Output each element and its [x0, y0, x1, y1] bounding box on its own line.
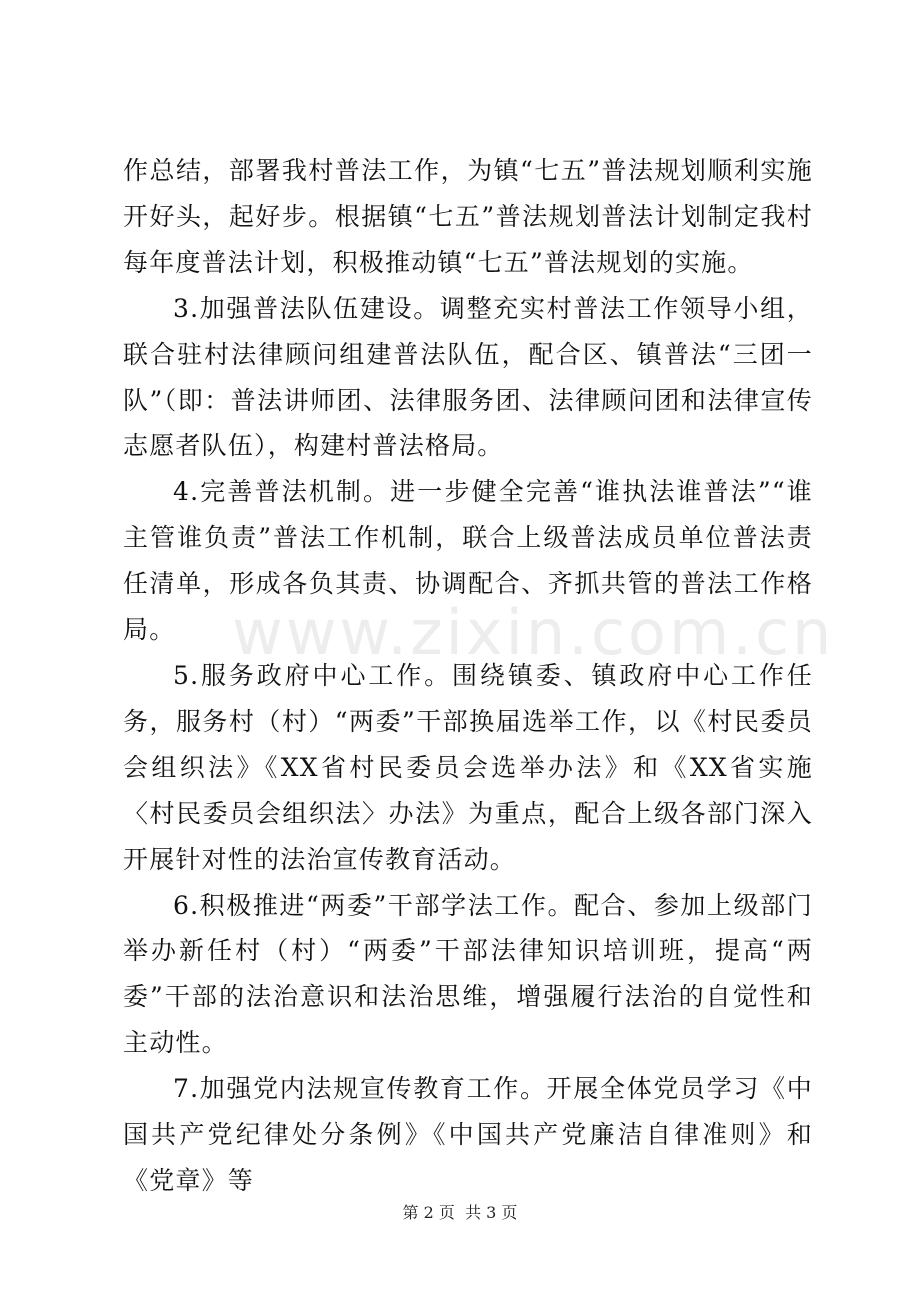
- paragraph-item-5: 5.服务政府中心工作。围绕镇委、镇政府中心工作任务，服务村（村）“两委”干部换届选举工作，以《村民委员会组织法》《XX省村民委员会选举办法》和《XX省实施〈村民委员会组织法〉办法》为重点，配合上级各部门深入开展针对性的法治宣传教育活动。: [123, 660, 813, 874]
- paragraph-item-7: 7.加强党内法规宣传教育工作。开展全体党员学习《中国共产党纪律处分条例》《中国共产党廉洁自律准则》和《党章》等: [123, 1074, 813, 1195]
- paragraph-item-3: 3.加强普法队伍建设。调整充实村普法工作领导小组，联合驻村法律顾问组建普法队伍，配合区、镇普法“三团一队”（即：普法讲师团、法律服务团、法律顾问团和法律宣传志愿者队伍），构建村普法格局。: [123, 293, 813, 461]
- paragraph-item-6: 6.积极推进“两委”干部学法工作。配合、参加上级部门举办新任村（村）“两委”干部法律知识培训班，提高“两委”干部的法治意识和法治思维，增强履行法治的自觉性和主动性。: [123, 890, 813, 1058]
- watermark: www.zixin.com.cn: [232, 596, 835, 669]
- paragraph-item-4: 4.完善普法机制。进一步健全完善“谁执法谁普法”“谁主管谁负责”普法工作机制，联合上级普法成员单位普法责任清单，形成各负其责、协调配合、齐抓共管的普法工作格局。: [123, 477, 813, 645]
- paragraph-continued: 作总结，部署我村普法工作，为镇“七五”普法规划顺利实施开好头，起好步。根据镇“七五”普法规划普法计划制定我村每年度普法计划，积极推动镇“七五”普法规划的实施。: [123, 156, 813, 277]
- document-body: [123, 148, 813, 1204]
- page-footer: 第 2 页 共 3 页: [402, 1203, 518, 1222]
